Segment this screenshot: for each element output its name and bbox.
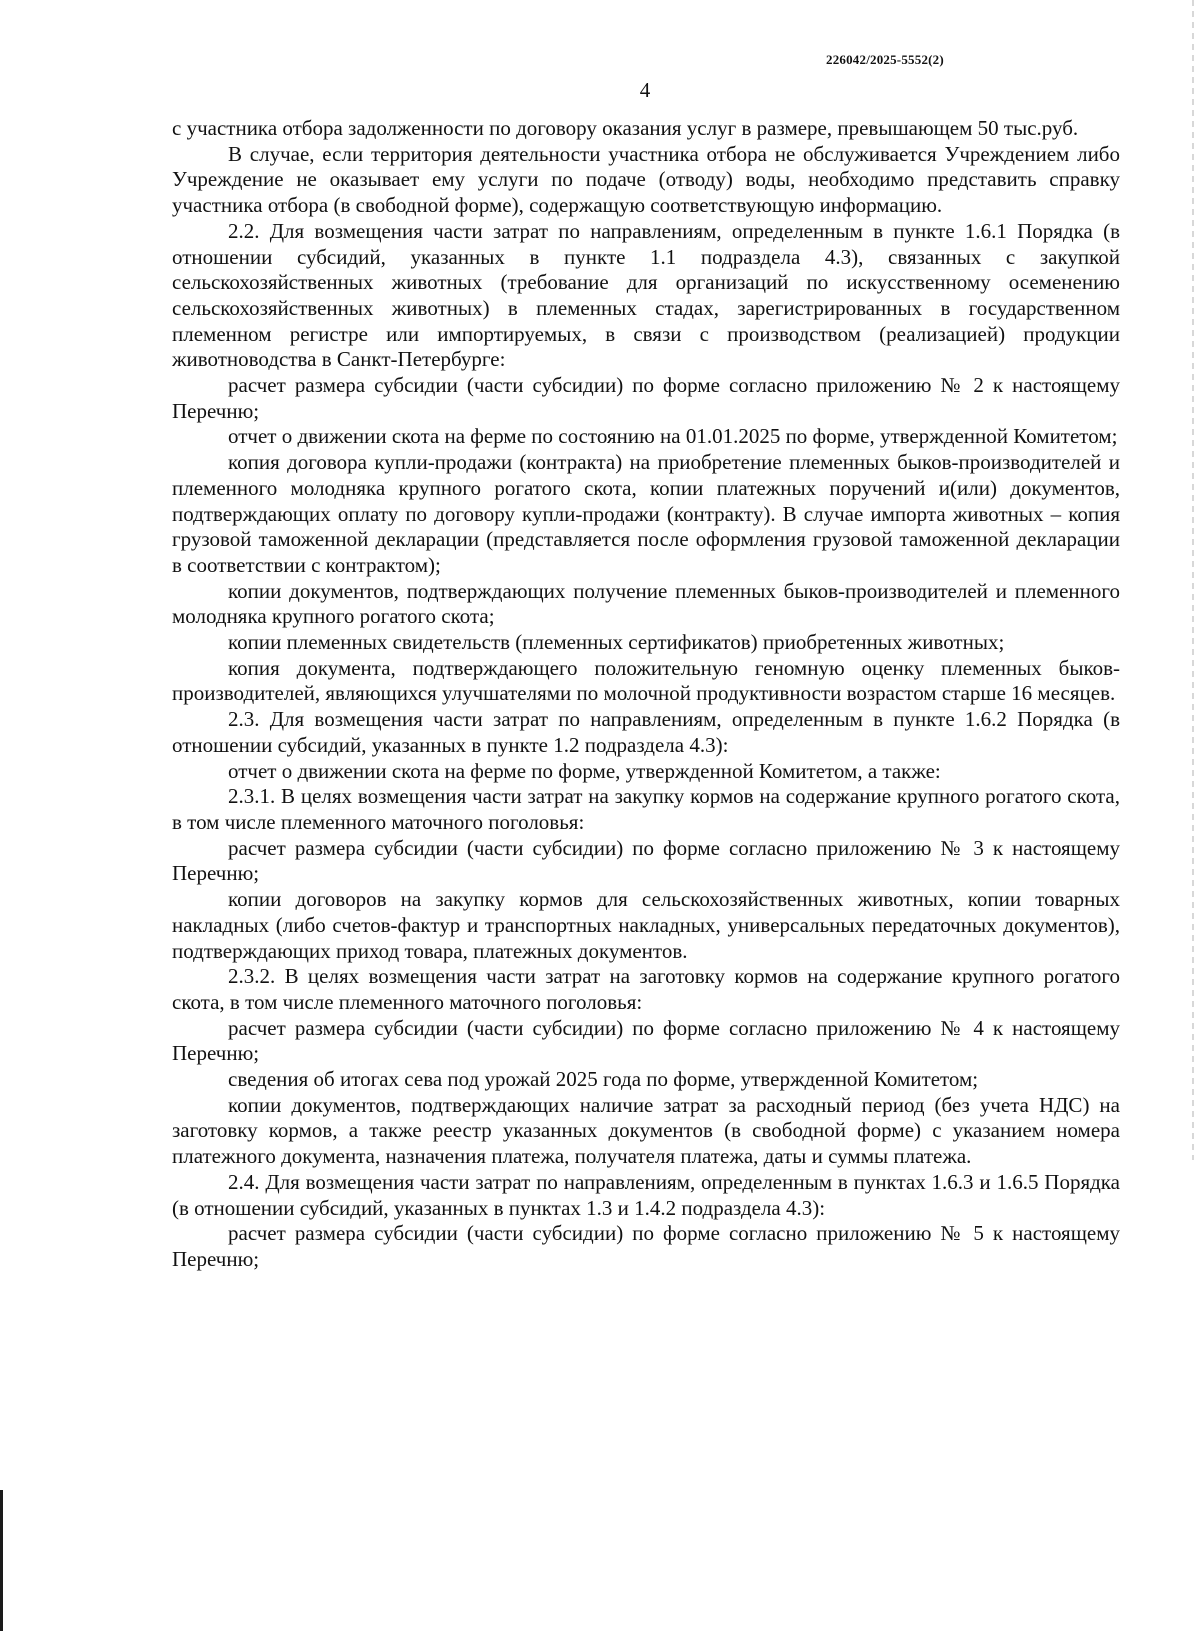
paragraph: с участника отбора задолженности по договору оказания услуг в размере, превышающем 50 тыс.руб. bbox=[172, 116, 1079, 140]
paragraph: копии документов, подтверждающих наличие затрат за расходный период (без учета НДС) на заготовку кормов, а также реестр указанных документов (в свободной форме) с указанием номера платежного документа, назначения платежа, получателя платежа, даты и суммы платежа. bbox=[172, 1092, 1120, 1169]
paragraph: 2.2. Для возмещения части затрат по направлениям, определенным в пункте 1.6.1 Порядка (в отношении субсидий, указанных в пункте 1.1 подраздела 4.3), связанных с закупкой сельскохозяйственных животных (требование для организаций по искусственному осеменению сельскохозяйственных животных) в племенных стадах, зарегистрированных в государственном племенном регистре или импортируемых, в связи с производством (реализацией) продукции животноводства в Санкт-Петербурге: bbox=[172, 218, 1120, 372]
paragraph: сведения об итогах сева под урожай 2025 года по форме, утвержденной Комитетом; bbox=[228, 1067, 979, 1092]
paragraph: копии договоров на закупку кормов для сельскохозяйственных животных, копии товарных накладных (либо счетов-фактур и транспортных накладных, универсальных передаточных документов), подтверждающих приход товара, платежных документов. bbox=[172, 887, 1120, 963]
paragraph: расчет размера субсидии (части субсидии) по форме согласно приложению № 3 к настоящему Перечню; bbox=[172, 835, 1120, 886]
paragraph: 2.3.2. В целях возмещения части затрат на заготовку кормов на содержание крупного рогатого скота, в том числе племенного маточного поголовья: bbox=[172, 964, 1120, 1014]
scan-edge-left-mark bbox=[0, 1490, 3, 1631]
document-body bbox=[172, 116, 1120, 1273]
paragraph: отчет о движении скота на ферме по состоянию на 01.01.2025 по форме, утвержденной Комитетом; bbox=[228, 424, 1118, 449]
paragraph: копии документов, подтверждающих получение племенных быков-производителей и племенного молодняка крупного рогатого скота; bbox=[172, 578, 1120, 629]
page-number: 4 bbox=[639, 78, 651, 102]
paragraph: расчет размера субсидии (части субсидии) по форме согласно приложению № 4 к настоящему Перечню; bbox=[172, 1015, 1120, 1066]
paragraph: копии племенных свидетельств (племенных сертификатов) приобретенных животных; bbox=[228, 630, 1005, 655]
paragraph: 2.4. Для возмещения части затрат по направлениям, определенным в пунктах 1.6.3 и 1.6.5 Порядка (в отношении субсидий, указанных в пунктах 1.3 и 1.4.2 подраздела 4.3): bbox=[172, 1169, 1120, 1220]
scan-edge-mark bbox=[1192, 0, 1194, 1160]
paragraph: отчет о движении скота на ферме по форме, утвержденной Комитетом, а также: bbox=[228, 758, 941, 783]
paragraph: копия договора купли-продажи (контракта) на приобретение племенных быков-производителей и племенного молодняка крупного рогатого скота, копии платежных поручений и(или) документов, подтверждающих оплату по договору купли-продажи (контракту). В случае импорта животных – копия грузовой таможенной декларации (представляется после оформления грузовой таможенной декларации в соответствии с контрактом); bbox=[172, 450, 1120, 577]
paragraph: 2.3. Для возмещения части затрат по направлениям, определенным в пункте 1.6.2 Порядка (в отношении субсидий, указанных в пункте 1.2 подраздела 4.3): bbox=[172, 707, 1120, 757]
paragraph: расчет размера субсидии (части субсидии) по форме согласно приложению № 2 к настоящему Перечню; bbox=[172, 373, 1120, 423]
document-registration-number: 226042/2025-5552(2) bbox=[826, 52, 944, 67]
paragraph: расчет размера субсидии (части субсидии) по форме согласно приложению № 5 к настоящему Перечню; bbox=[172, 1221, 1120, 1271]
paragraph: 2.3.1. В целях возмещения части затрат на закупку кормов на содержание крупного рогатого скота, в том числе племенного маточного поголовья: bbox=[172, 784, 1120, 834]
paragraph: В случае, если территория деятельности участника отбора не обслуживается Учреждением либо Учреждение не оказывает ему услуги по подаче (отводу) воды, необходимо представить справку участника отбора (в свободной форме), содержащую соответствующую информацию. bbox=[172, 141, 1120, 218]
paragraph: копия документа, подтверждающего положительную геномную оценку племенных быков-производителей, являющихся улучшателями по молочной продуктивности возрастом старше 16 месяцев. bbox=[172, 655, 1120, 706]
